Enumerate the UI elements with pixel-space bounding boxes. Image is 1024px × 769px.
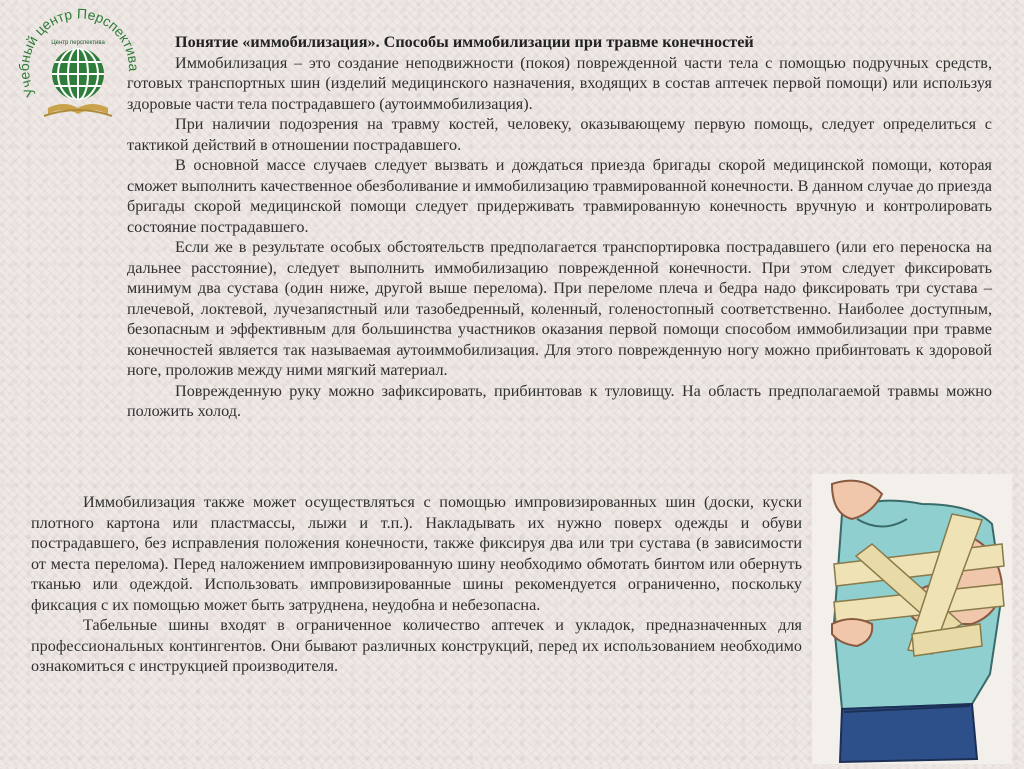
paragraph: В основной массе случаев следует вызвать и дождаться приезда бригады скорой медицинской помощи, которая сможет выполнить качественное обезболивание и иммобилизацию травмированной конечности. В данном случае до приезда бригады скорой медицинской помощи следует придерживать травмированную конечность вручную и контролировать состояние пострадавшего.: [127, 156, 992, 236]
logo-small-text: Центр перспектива: [51, 40, 105, 46]
paragraph: Если же в результате особых обстоятельств предполагается транспортировка пострадавшего (или его переноска на дальнее расстояние), следует выполнить иммобилизацию поврежденной конечности. При этом следует фиксировать минимум два сустава (один ниже, другой выше перелома). При переломе плеча и бедра надо фиксировать три сустава – плечевой, локтевой, лучезапястный или тазобедренный, коленный, голеностопный соответственно. Наиболее доступным, безопасным и эффективным для большинства участников оказания первой помощи способом иммобилизации при травме конечностей является так называемая аутоиммобилизация. Для этого поврежденную ногу можно прибинтовать к здоровой ноге, проложив между ними мягкий материал.: [127, 238, 992, 379]
arm-immobilization-illustration: [812, 474, 1012, 764]
paragraph: Табельные шины входят в ограниченное количество аптечек и укладок, предназначенных для профессиональных контингентов. Они бывают различных конструкций, перед их использованием необходимо ознакомиться с инструкцией производителя.: [31, 616, 802, 675]
training-center-logo: [14, 6, 142, 134]
page-title: Понятие «иммобилизация». Способы иммобилизации при травме конечностей: [175, 33, 754, 51]
paragraph: Иммобилизация – это создание неподвижности (покоя) поврежденной части тела с помощью подручных средств, готовых транспортных шин (изделий медицинского назначения, входящих в состав аптечек первой помощи) или используя здоровые части тела пострадавшего (аутоиммобилизация).: [127, 53, 992, 113]
lower-text-block: [31, 492, 802, 677]
main-text-block: [127, 32, 992, 422]
paragraph: Иммобилизация также может осуществляться с помощью импровизированных шин (доски, куски плотного картона или пластмассы, лыжи и т.п.). Накладывать их нужно поверх одежды и обуви пострадавшего, без исправления положения конечности, также фиксируя два или три сустава (в зависимости от места перелома). Перед наложением импровизированную шину необходимо обмотать бинтом или обернуть тканью или одеждой. Использовать импровизированные шины рекомендуется ограниченно, поскольку фиксация с их помощью может быть затруднена, неудобна и небезопасна.: [31, 493, 802, 614]
globe-book-icon: [14, 6, 142, 134]
logo-arc-text: Учебный центр Перспектива: [15, 6, 142, 100]
paragraph: При наличии подозрения на травму костей, человеку, оказывающему первую помощь, следует определиться с тактикой действий в отношении пострадавшего.: [127, 115, 992, 154]
paragraph: Поврежденную руку можно зафиксировать, прибинтовав к туловищу. На область предполагаемой травмы можно положить холод.: [127, 381, 992, 420]
arm-bandaged-to-torso-illustration: [812, 474, 1012, 764]
